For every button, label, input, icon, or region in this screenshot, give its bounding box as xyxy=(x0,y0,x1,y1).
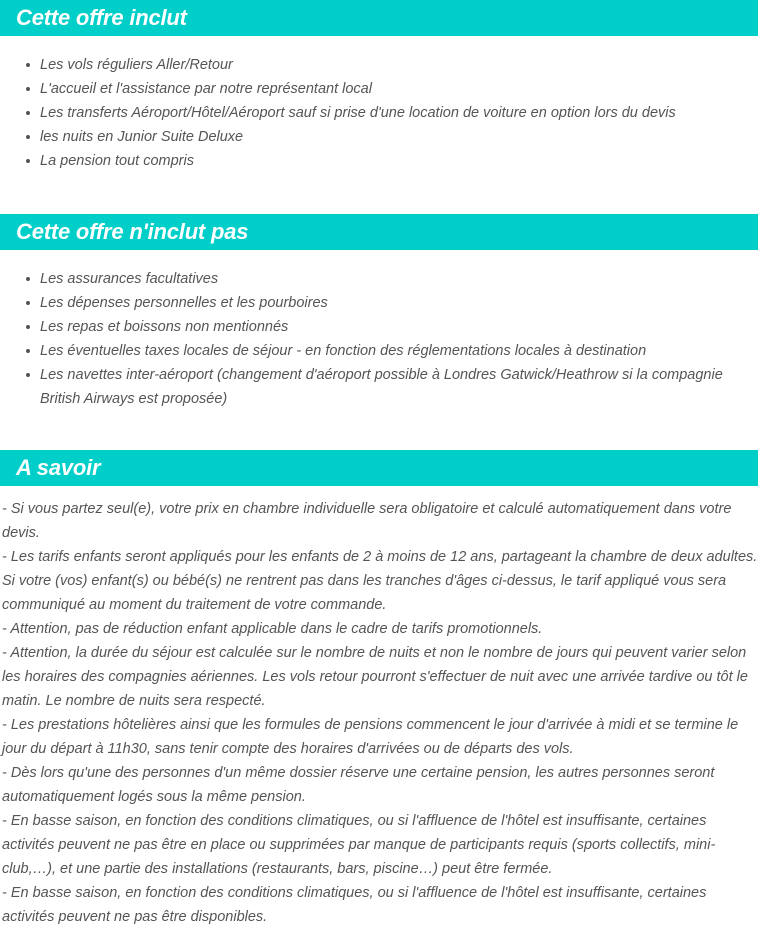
list-item: Les assurances facultatives xyxy=(0,267,758,291)
note-paragraph: - Les prestations hôtelières ainsi que les formules de pensions commencent le jour d'arrivée à midi et se termine le jour du départ à 11h30, sans tenir compte des horaires d'arrivées ou de départs des vols. xyxy=(2,717,739,757)
list-item: Les vols réguliers Aller/Retour xyxy=(0,53,758,77)
list-item: Les transferts Aéroport/Hôtel/Aéroport sauf si prise d'une location de voiture en option lors du devis xyxy=(0,101,758,125)
includes-list xyxy=(0,36,758,173)
section-spacer xyxy=(0,173,758,214)
note-paragraph: - Attention, la durée du séjour est calculée sur le nombre de nuits et non le nombre de jours qui peuvent varier selon les horaires des compagnies aériennes. Les vols retour pourront s'effectuer de nuit avec une arrivée tardive ou tôt le matin. Le nombre de nuits sera respecté. xyxy=(2,645,748,709)
list-item: La pension tout compris xyxy=(0,149,758,173)
note-paragraph: - Attention, pas de réduction enfant applicable dans le cadre de tarifs promotionnels. xyxy=(2,621,543,637)
note-paragraph: - En basse saison, en fonction des conditions climatiques, ou si l'affluence de l'hôtel est insuffisante, certaines activités peuvent ne pas être disponibles. xyxy=(2,885,707,925)
note-paragraph: - Si vous partez seul(e), votre prix en chambre individuelle sera obligatoire et calculé automatiquement dans votre devis. xyxy=(2,501,732,541)
notes-body xyxy=(0,486,758,929)
section-spacer xyxy=(0,411,758,450)
list-item: Les dépenses personnelles et les pourboires xyxy=(0,291,758,315)
list-item: Les repas et boissons non mentionnés xyxy=(0,315,758,339)
section-header-excludes: Cette offre n'inclut pas xyxy=(0,214,758,250)
list-item: L'accueil et l'assistance par notre représentant local xyxy=(0,77,758,101)
excludes-list xyxy=(0,250,758,411)
section-header-includes: Cette offre inclut xyxy=(0,0,758,36)
note-paragraph: - Dès lors qu'une des personnes d'un même dossier réserve une certaine pension, les autres personnes seront automatiquement logés sous la même pension. xyxy=(2,765,715,805)
list-item: Les navettes inter-aéroport (changement d'aéroport possible à Londres Gatwick/Heathrow si la compagnie British Airways est proposée) xyxy=(0,363,758,411)
note-paragraph: - Les tarifs enfants seront appliqués pour les enfants de 2 à moins de 12 ans, partageant la chambre de deux adultes. Si votre (vos) enfant(s) ou bébé(s) ne rentrent pas dans les tranches d'âges ci-dessus, le tarif appliqué vous sera communiqué au moment du traitement de votre commande. xyxy=(2,549,758,613)
note-paragraph: - En basse saison, en fonction des conditions climatiques, ou si l'affluence de l'hôtel est insuffisante, certaines activités peuvent ne pas être en place ou supprimées par manque de participants requis (sports collectifs, mini-club,…), et une partie des installations (restaurants, bars, piscine…) peut être fermée. xyxy=(2,813,716,877)
section-header-notes: A savoir xyxy=(0,450,758,486)
list-item: les nuits en Junior Suite Deluxe xyxy=(0,125,758,149)
list-item: Les éventuelles taxes locales de séjour - en fonction des réglementations locales à destination xyxy=(0,339,758,363)
